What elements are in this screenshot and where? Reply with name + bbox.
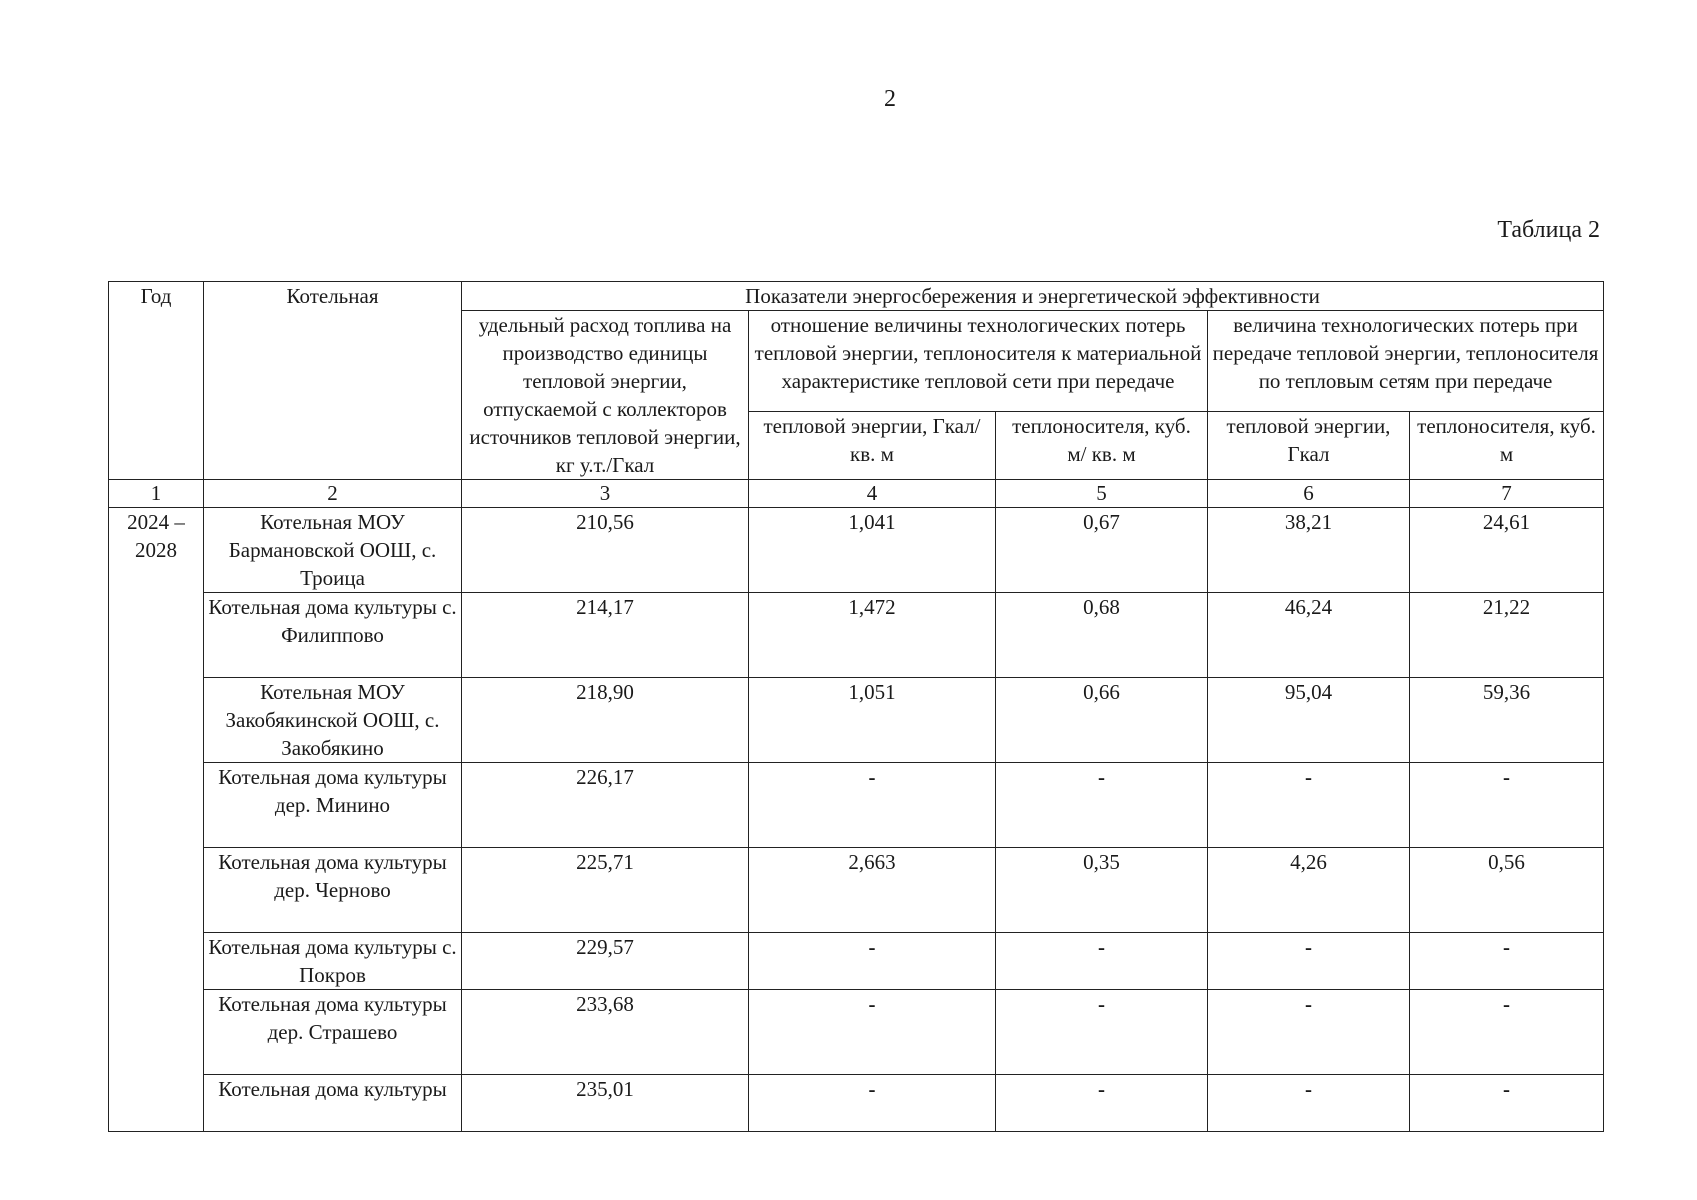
cell-c4: 1,051	[749, 678, 996, 763]
boiler-name: Котельная дома культуры с. Покров	[204, 933, 462, 990]
table-row	[109, 508, 1604, 593]
cell-c3: 229,57	[462, 933, 749, 990]
table-row	[109, 1075, 1604, 1132]
cell-c5: 0,66	[996, 678, 1208, 763]
boiler-name: Котельная дома культуры	[204, 1075, 462, 1132]
cell-c3: 214,17	[462, 593, 749, 678]
table-label: Таблица 2	[1497, 217, 1600, 243]
header-col3: удельный расход топлива на производство единицы тепловой энергии, отпускаемой с коллекторов источников тепловой энергии, кг у.т./Гкал	[462, 311, 749, 480]
column-numbers-row	[109, 480, 1604, 508]
cell-c6: 46,24	[1208, 593, 1410, 678]
column-number: 2	[204, 480, 462, 508]
cell-c6: 38,21	[1208, 508, 1410, 593]
cell-c6: -	[1208, 990, 1410, 1075]
cell-c3: 233,68	[462, 990, 749, 1075]
cell-c7: -	[1410, 763, 1604, 848]
boiler-name: Котельная МОУ Закобякинской ООШ, с. Закобякино	[204, 678, 462, 763]
header-col6: тепловой энергии, Гкал	[1208, 412, 1410, 480]
cell-c4: 1,472	[749, 593, 996, 678]
cell-c3: 226,17	[462, 763, 749, 848]
header-col5: теплоносителя, куб. м/ кв. м	[996, 412, 1208, 480]
cell-c3: 218,90	[462, 678, 749, 763]
column-number: 3	[462, 480, 749, 508]
cell-c4: 1,041	[749, 508, 996, 593]
column-number: 1	[109, 480, 204, 508]
column-number: 6	[1208, 480, 1410, 508]
table-row	[109, 933, 1604, 990]
cell-c4: -	[749, 933, 996, 990]
page-number: 2	[884, 86, 896, 112]
table-row	[109, 990, 1604, 1075]
cell-c4: -	[749, 763, 996, 848]
cell-c5: -	[996, 990, 1208, 1075]
boiler-name: Котельная МОУ Бармановской ООШ, с. Троица	[204, 508, 462, 593]
table-row	[109, 763, 1604, 848]
cell-c6: -	[1208, 933, 1410, 990]
table-row	[109, 593, 1604, 678]
cell-c3: 225,71	[462, 848, 749, 933]
column-number: 5	[996, 480, 1208, 508]
cell-c4: 2,663	[749, 848, 996, 933]
header-year: Год	[109, 282, 204, 480]
cell-c6: -	[1208, 1075, 1410, 1132]
cell-c6: 4,26	[1208, 848, 1410, 933]
cell-c5: 0,68	[996, 593, 1208, 678]
cell-c7: 24,61	[1410, 508, 1604, 593]
cell-c5: 0,35	[996, 848, 1208, 933]
header-ratio-group: отношение величины технологических потерь тепловой энергии, теплоносителя к материальной характеристике тепловой сети при передаче	[749, 311, 1208, 412]
table-row	[109, 848, 1604, 933]
cell-c7: 21,22	[1410, 593, 1604, 678]
cell-c7: -	[1410, 990, 1604, 1075]
cell-c4: -	[749, 990, 996, 1075]
cell-c5: -	[996, 763, 1208, 848]
cell-c3: 235,01	[462, 1075, 749, 1132]
year-cell: 2024 – 2028	[109, 508, 204, 1132]
header-group: Показатели энергосбережения и энергетической эффективности	[462, 282, 1604, 311]
boiler-name: Котельная дома культуры дер. Минино	[204, 763, 462, 848]
cell-c5: 0,67	[996, 508, 1208, 593]
table-row	[109, 678, 1604, 763]
column-number: 7	[1410, 480, 1604, 508]
boiler-name: Котельная дома культуры дер. Страшево	[204, 990, 462, 1075]
cell-c6: 95,04	[1208, 678, 1410, 763]
boiler-name: Котельная дома культуры с. Филиппово	[204, 593, 462, 678]
cell-c4: -	[749, 1075, 996, 1132]
header-col4: тепловой энергии, Гкал/ кв. м	[749, 412, 996, 480]
efficiency-table	[108, 281, 1604, 1132]
cell-c5: -	[996, 933, 1208, 990]
cell-c7: 59,36	[1410, 678, 1604, 763]
cell-c5: -	[996, 1075, 1208, 1132]
cell-c7: -	[1410, 1075, 1604, 1132]
cell-c3: 210,56	[462, 508, 749, 593]
boiler-name: Котельная дома культуры дер. Черново	[204, 848, 462, 933]
column-number: 4	[749, 480, 996, 508]
cell-c7: -	[1410, 933, 1604, 990]
header-losses-group: величина технологических потерь при передаче тепловой энергии, теплоносителя по тепловым сетям при передаче	[1208, 311, 1604, 412]
cell-c7: 0,56	[1410, 848, 1604, 933]
cell-c6: -	[1208, 763, 1410, 848]
header-col7: теплоносителя, куб. м	[1410, 412, 1604, 480]
header-boiler: Котельная	[204, 282, 462, 480]
